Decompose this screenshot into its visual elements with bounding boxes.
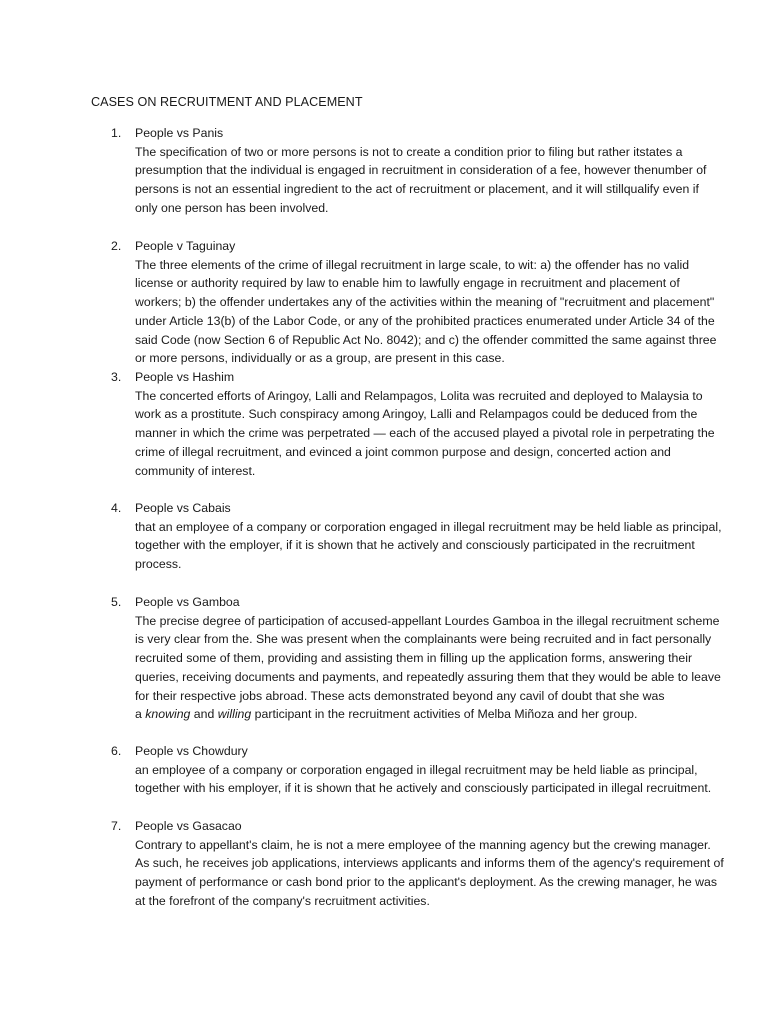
summary-line: payment of performance or cash bond prior to the applicant's deployment. As the crewing manager, he was — [135, 875, 717, 890]
case-number: 2. — [111, 239, 122, 253]
summary-line: license or authority required by law to enable him to lawfully engage in recruitment and placement of — [135, 276, 680, 291]
case-summary — [135, 256, 717, 368]
summary-line: together with his employer, if it is shown that he actively and consciously participated in illegal recruitment. — [135, 781, 712, 796]
case-heading — [111, 817, 683, 836]
case-number: 4. — [111, 501, 122, 515]
summary-line: presumption that the individual is engaged in recruitment in consideration of a fee, however thenumber of — [135, 163, 707, 178]
summary-line: crime of illegal recruitment, and evinced a joint common purpose and design, concerted action and — [135, 444, 671, 459]
case-name: People vs Panis — [135, 126, 224, 140]
summary-line: an employee of a company or corporation engaged in illegal recruitment may be held liable as principal, — [135, 762, 698, 777]
summary-line: recruited some of them, providing and assisting them in filling up the application forms, answering their — [135, 651, 693, 666]
text-fragment: and — [190, 707, 218, 722]
summary-line: only one person has been involved. — [135, 200, 329, 215]
summary-line: The precise degree of participation of accused-appellant Lourdes Gamboa in the illegal recruitment scheme — [135, 613, 720, 628]
case-summary — [135, 761, 712, 798]
case-summary — [135, 143, 707, 218]
case-heading — [111, 499, 683, 518]
case-item-1 — [111, 124, 707, 218]
summary-line: As such, he receives job applications, interviews applicants and informs them of the agency's requirement of — [135, 856, 724, 871]
case-number: 7. — [111, 819, 122, 833]
summary-line: at the forefront of the company's recruitment activities. — [135, 893, 430, 908]
case-item-4 — [111, 499, 722, 574]
summary-line: workers; b) the offender undertakes any of the activities within the meaning of "recruitment and placement" — [135, 295, 715, 310]
summary-line-emphasis — [135, 705, 683, 724]
summary-line: for their respective jobs abroad. These acts demonstrated beyond any cavil of doubt that she was — [135, 688, 665, 703]
summary-line: said Code (now Section 6 of Republic Act No. 8042); and c) the offender committed the same against three — [135, 332, 717, 347]
summary-line: under Article 13(b) of the Labor Code, or any of the prohibited practices enumerated under Article 34 of the — [135, 313, 715, 328]
summary-line: is very clear from the. She was present when the complainants were being recruited and in fact personally — [135, 632, 712, 647]
text-fragment: a — [135, 707, 146, 722]
document-title: CASES ON RECRUITMENT AND PLACEMENT — [91, 95, 363, 109]
case-summary — [135, 612, 721, 724]
case-name: People vs Gamboa — [135, 595, 240, 609]
case-name: People vs Hashim — [135, 370, 235, 384]
case-summary — [135, 518, 722, 574]
summary-line: work as a prostitute. Such conspiracy among Aringoy, Lalli and Relampagos could be deduced from the — [135, 407, 698, 422]
case-name: People vs Cabais — [135, 501, 231, 515]
summary-line: The three elements of the crime of illegal recruitment in large scale, to wit: a) the offender has no valid — [135, 257, 690, 272]
summary-line: together with the employer, if it is shown that he actively and consciously participated in the recruitment — [135, 538, 695, 553]
case-heading — [111, 368, 683, 387]
case-heading — [111, 124, 683, 143]
emphasis-willing: willing — [217, 707, 252, 722]
case-heading — [111, 742, 683, 761]
text-fragment: participant in the recruitment activities of Melba Miñoza and her group. — [251, 707, 638, 722]
case-summary — [135, 387, 715, 481]
case-item-7 — [111, 817, 724, 911]
case-item-6 — [111, 742, 712, 798]
summary-line: or more persons, individually or as a group, are present in this case. — [135, 351, 505, 366]
case-name: People vs Gasacao — [135, 819, 242, 833]
case-heading — [111, 237, 683, 256]
case-name: People v Taguinay — [135, 239, 236, 253]
case-number: 1. — [111, 126, 122, 140]
case-heading — [111, 593, 683, 612]
summary-line: Contrary to appellant's claim, he is not a mere employee of the manning agency but the crewing manager. — [135, 837, 711, 852]
summary-line: manner in which the crime was perpetrated — each of the accused played a pivotal role in perpetrating the — [135, 426, 715, 441]
summary-line: that an employee of a company or corporation engaged in illegal recruitment may be held liable as principal, — [135, 519, 722, 534]
case-number: 6. — [111, 744, 122, 758]
summary-line: The concerted efforts of Aringoy, Lalli and Relampagos, Lolita was recruited and deployed to Malaysia to — [135, 388, 703, 403]
case-item-5 — [111, 593, 721, 724]
case-item-3 — [111, 368, 715, 480]
case-item-2 — [111, 237, 717, 368]
emphasis-knowing: knowing — [145, 707, 191, 722]
case-name: People vs Chowdury — [135, 744, 248, 758]
summary-line: community of interest. — [135, 463, 256, 478]
case-summary — [135, 836, 724, 911]
summary-line: The specification of two or more persons is not to create a condition prior to filing but rather itstates a — [135, 144, 683, 159]
summary-line: persons is not an essential ingredient to the act of recruitment or placement, and it will stillqualify even if — [135, 182, 699, 197]
case-number: 5. — [111, 595, 122, 609]
summary-line: process. — [135, 557, 182, 572]
case-number: 3. — [111, 370, 122, 384]
summary-line: queries, receiving documents and payments, and repeatedly assuring them that they would be able to leave — [135, 669, 721, 684]
